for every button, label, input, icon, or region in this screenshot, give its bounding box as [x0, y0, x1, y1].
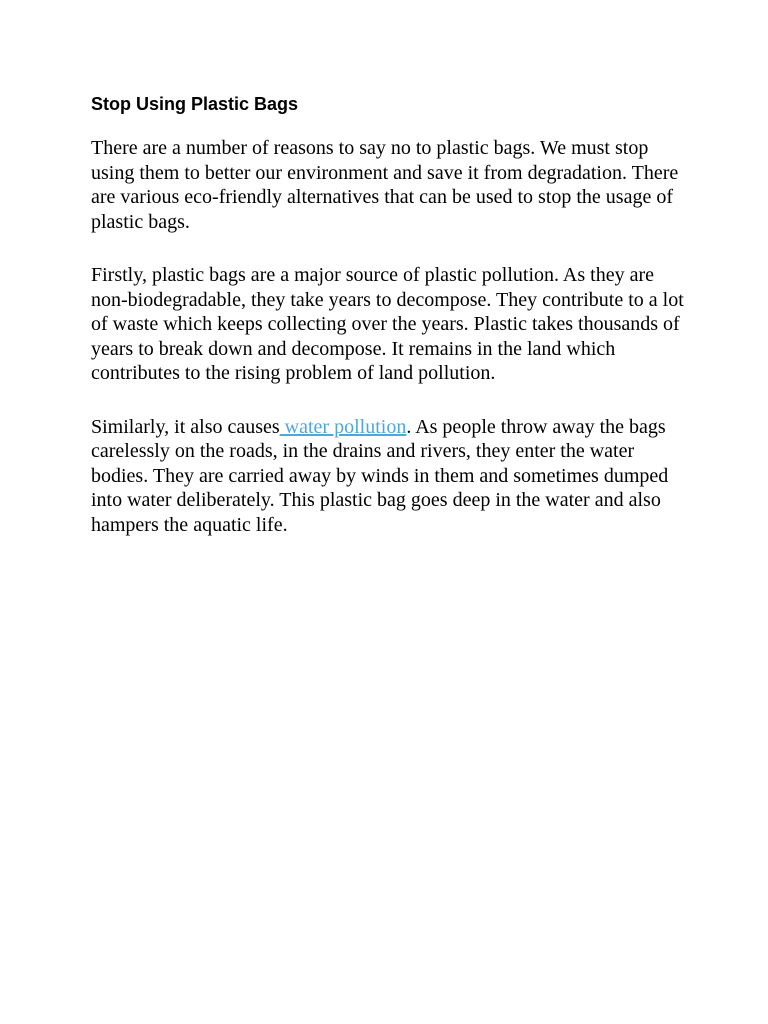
paragraph-intro: There are a number of reasons to say no to plastic bags. We must stop using them to better our environment and save it from degradation. There are various eco-friendly alternatives that can be used to stop the usage of plastic bags.: [91, 137, 679, 233]
paragraph-land-pollution: Firstly, plastic bags are a major source of plastic pollution. As they are non-biodegradable, they take years to decompose. They contribute to a lot of waste which keeps collecting over the years. Plastic takes thousands of years to break down and decompose. It remains in the land which contributes to the rising problem of land pollution.: [91, 264, 684, 384]
document-title: Stop Using Plastic Bags: [91, 94, 299, 114]
document-body: [91, 92, 691, 566]
water-pollution-link[interactable]: water pollution: [279, 415, 407, 438]
paragraph-text-before-link: Similarly, it also causes: [91, 415, 280, 438]
paragraph-text-after-link: . As people throw away the bags carelessly on the roads, in the drains and rivers, they enter the water bodies. They are carried away by winds in them and sometimes dumped into water deliberately. This plastic bag goes deep in the water and also hampers the aquatic life.: [91, 415, 669, 536]
paragraph-water-pollution: [91, 415, 691, 538]
